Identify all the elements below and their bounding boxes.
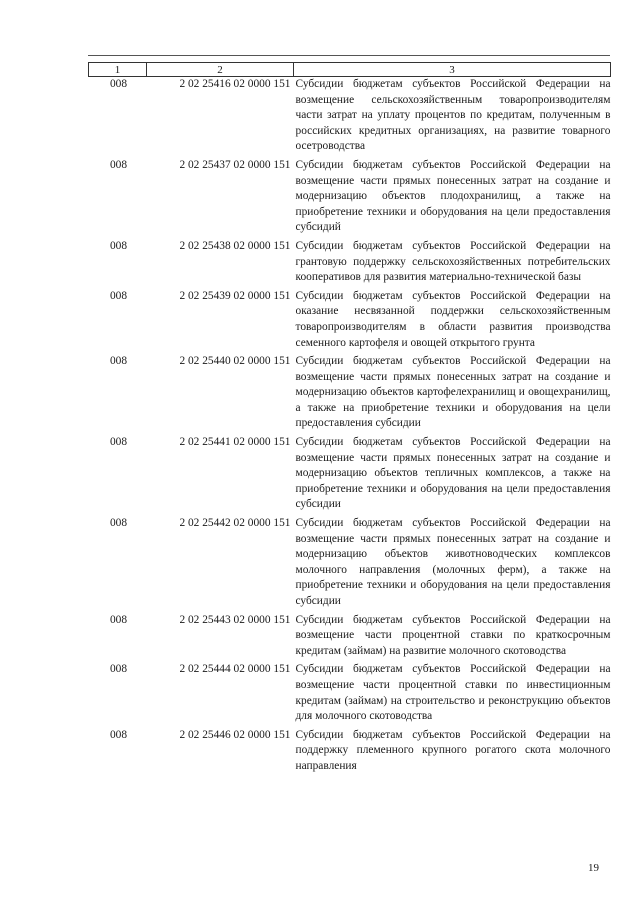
description-cell: Субсидии бюджетам субъектов Российской Федерации на возмещение части прямых понесенных затрат на создание и модернизацию объектов плодохранилищ, а также на приобретение техники и оборудования на цели предоставления субсидий	[295, 158, 611, 234]
admin-code-cell: 008	[109, 613, 128, 626]
description-cell: Субсидии бюджетам субъектов Российской Федерации на оказание несвязанной поддержки сельскохозяйственным товаропроизводителям в области развития производства семенного картофеля и овощей открытого грунта	[295, 289, 611, 349]
table-row	[89, 289, 611, 354]
top-rule	[88, 55, 610, 56]
description-cell: Субсидии бюджетам субъектов Российской Федерации на возмещение части прямых понесенных затрат на создание и модернизацию объектов животноводческих комплексов молочного направления (молочных ферм), а также на приобретение техники и оборудования на цели предоставления субсидии	[295, 517, 611, 607]
table-row	[89, 662, 611, 727]
description-cell: Субсидии бюджетам субъектов Российской Федерации на возмещение части прямых понесенных затрат на создание и модернизацию объектов тепличных комплексов, а также на приобретение техники и оборудования на цели предоставления субсидии	[295, 436, 611, 511]
header-col-1: 1	[89, 63, 147, 77]
table-row	[89, 239, 611, 289]
table-row	[89, 516, 611, 613]
budget-codes-table	[88, 62, 611, 778]
budget-code-cell: 2 02 25446 02 0000 151	[179, 728, 291, 741]
description-cell: Субсидии бюджетам субъектов Российской Федерации на грантовую поддержку сельскохозяйственных потребительских кооперативов для развития материально-технической базы	[295, 239, 611, 284]
table-row	[89, 613, 611, 663]
budget-code-cell: 2 02 25440 02 0000 151	[179, 355, 291, 368]
admin-code-cell: 008	[109, 436, 128, 449]
admin-code-cell: 008	[109, 517, 128, 530]
table-header	[89, 63, 611, 77]
description-cell: Субсидии бюджетам субъектов Российской Федерации на поддержку племенного крупного рогатого скота молочного направления	[295, 728, 611, 772]
description-cell: Субсидии бюджетам субъектов Российской Федерации на возмещение части процентной ставки по инвестиционным кредитам (займам) на строительство и реконструкцию объектов для молочного скотоводства	[295, 663, 611, 723]
admin-code-cell: 008	[109, 355, 128, 368]
admin-code-cell: 008	[109, 78, 128, 90]
admin-code-cell: 008	[109, 663, 128, 676]
budget-code-cell: 2 02 25437 02 0000 151	[179, 158, 291, 171]
admin-code-cell: 008	[109, 289, 128, 302]
table-row	[89, 158, 611, 239]
description-cell: Субсидии бюджетам субъектов Российской Федерации на возмещение части прямых понесенных затрат на создание и модернизацию объектов картофелехранилищ и овощехранилищ, а также на приобретение техники и оборудования на цели предоставления субсидии	[295, 355, 611, 430]
description-cell: Субсидии бюджетам субъектов Российской Федерации на возмещение части процентной ставки по краткосрочным кредитам (займам) на развитие молочного скотоводства	[295, 613, 611, 657]
budget-code-cell: 2 02 25442 02 0000 151	[179, 517, 291, 530]
table-row	[89, 77, 611, 158]
admin-code-cell: 008	[109, 158, 128, 171]
budget-code-cell: 2 02 25441 02 0000 151	[179, 436, 291, 449]
table-row	[89, 728, 611, 778]
table-row	[89, 435, 611, 516]
table-body	[89, 77, 611, 778]
page-number: 19	[588, 862, 599, 874]
header-col-3: 3	[294, 63, 611, 77]
budget-code-cell: 2 02 25443 02 0000 151	[179, 613, 291, 626]
admin-code-cell: 008	[109, 239, 128, 252]
header-col-2: 2	[147, 63, 294, 77]
admin-code-cell: 008	[109, 728, 128, 741]
table-row	[89, 354, 611, 435]
budget-code-cell: 2 02 25444 02 0000 151	[179, 663, 291, 676]
budget-code-cell: 2 02 25438 02 0000 151	[179, 239, 291, 252]
budget-code-cell: 2 02 25439 02 0000 151	[179, 289, 291, 302]
budget-code-cell: 2 02 25416 02 0000 151	[179, 78, 291, 90]
description-cell: Субсидии бюджетам субъектов Российской Федерации на возмещение сельскохозяйственным товаропроизводителям части затрат на уплату процентов по кредитам, полученным в российских кредитных организациях, на развитие товарного осетроводства	[295, 78, 611, 153]
